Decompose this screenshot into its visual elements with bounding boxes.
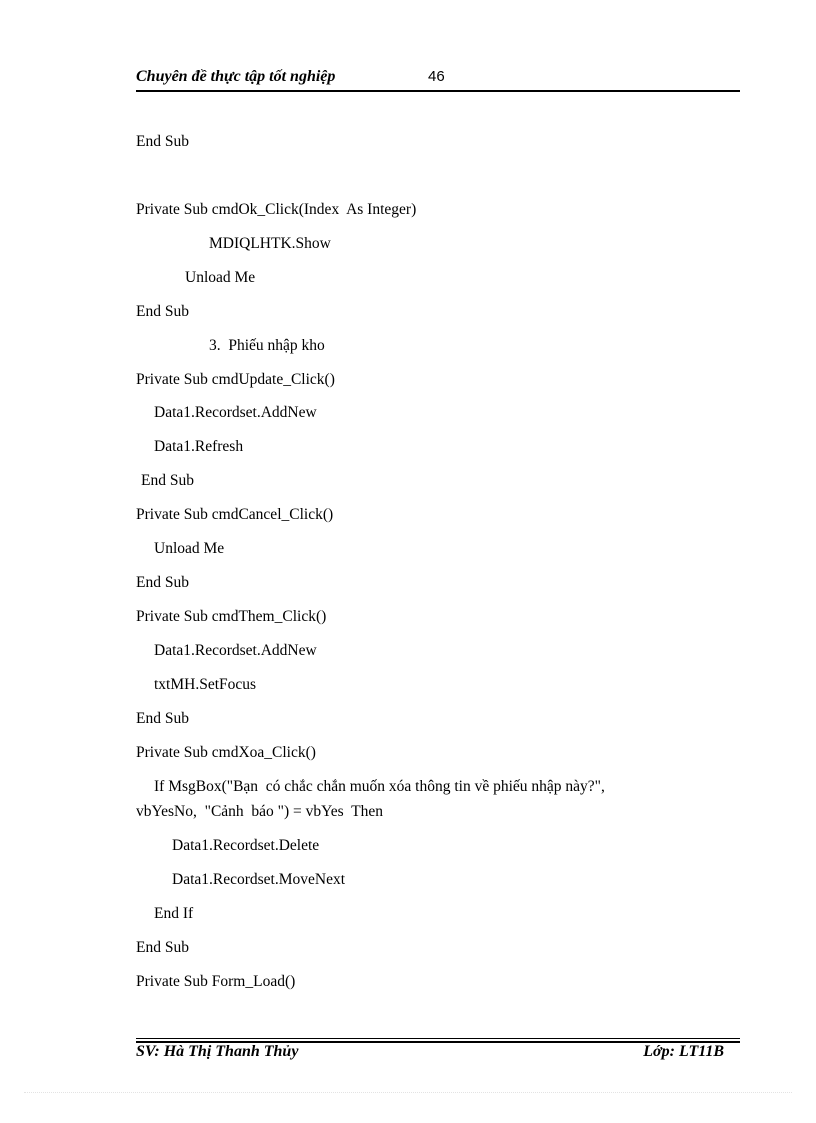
document-title: Chuyên đề thực tập tốt nghiệp xyxy=(136,68,336,85)
code-line: End Sub xyxy=(141,472,194,489)
code-line: End If xyxy=(154,905,194,922)
code-line: vbYesNo, "Cảnh báo ") = vbYes Then xyxy=(136,803,384,820)
code-line: MDIQLHTK.Show xyxy=(209,235,331,252)
code-line: Private Sub cmdXoa_Click() xyxy=(136,744,316,761)
code-line: If MsgBox("Bạn có chắc chắn muốn xóa thông tin về phiếu nhập này?", xyxy=(154,778,605,795)
code-line: Data1.Refresh xyxy=(154,438,244,455)
footer-class: Lớp: LT11B xyxy=(643,1043,724,1060)
code-line: End Sub xyxy=(136,574,189,591)
code-line: Private Sub cmdThem_Click() xyxy=(136,608,327,625)
code-line: Private Sub cmdOk_Click(Index As Integer) xyxy=(136,201,417,218)
header-divider xyxy=(136,90,740,92)
code-line: End Sub xyxy=(136,710,189,727)
code-line: Unload Me xyxy=(154,540,225,557)
code-line: txtMH.SetFocus xyxy=(154,676,257,693)
page-header xyxy=(136,66,740,92)
code-line: Data1.Recordset.Delete xyxy=(172,837,320,854)
code-line: Data1.Recordset.AddNew xyxy=(154,404,317,421)
code-line: Data1.Recordset.AddNew xyxy=(154,642,317,659)
code-line: End Sub xyxy=(136,939,189,956)
footer-student-name: SV: Hà Thị Thanh Thủy xyxy=(136,1043,299,1060)
code-line: Private Sub cmdCancel_Click() xyxy=(136,506,334,523)
code-line: Data1.Recordset.MoveNext xyxy=(172,871,346,888)
code-line: End Sub xyxy=(136,303,189,320)
code-line: Private Sub Form_Load() xyxy=(136,973,296,990)
page-edge-divider xyxy=(24,1092,792,1093)
code-line: End Sub xyxy=(136,133,189,150)
page-number: 46 xyxy=(428,68,445,85)
code-line: Unload Me xyxy=(185,269,256,286)
code-line: Private Sub cmdUpdate_Click() xyxy=(136,371,335,388)
section-heading: 3. Phiếu nhập kho xyxy=(209,337,325,354)
